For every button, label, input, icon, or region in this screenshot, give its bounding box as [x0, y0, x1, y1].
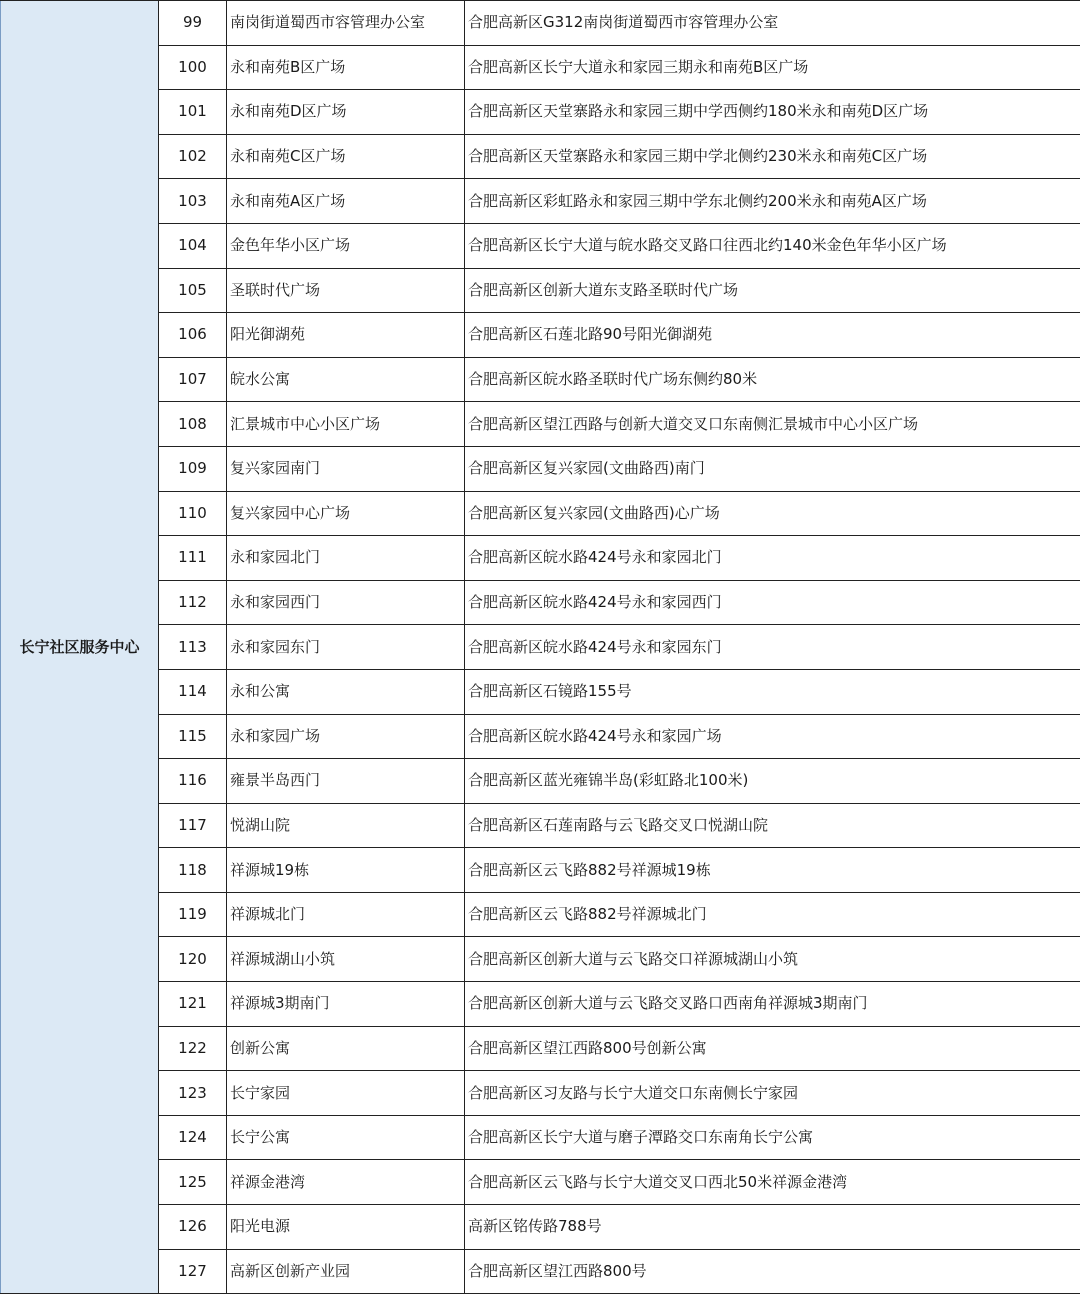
table-body — [1, 1, 1080, 1294]
table-row — [1, 580, 1080, 625]
row-number-cell: 104 — [159, 223, 227, 268]
row-number-cell: 110 — [159, 491, 227, 536]
location-name-cell: 圣联时代广场 — [227, 268, 465, 313]
row-number-cell: 114 — [159, 669, 227, 714]
location-name-cell: 悦湖山院 — [227, 803, 465, 848]
table-row — [1, 1249, 1080, 1294]
table-row — [1, 1160, 1080, 1205]
row-number-cell: 121 — [159, 982, 227, 1027]
table-row — [1, 1, 1080, 46]
row-number-cell: 106 — [159, 313, 227, 358]
location-name-cell: 皖水公寓 — [227, 357, 465, 402]
location-name-cell: 永和南苑B区广场 — [227, 45, 465, 90]
table-row — [1, 491, 1080, 536]
table-row — [1, 1115, 1080, 1160]
row-number-cell: 126 — [159, 1205, 227, 1250]
row-number-cell: 113 — [159, 625, 227, 670]
address-cell: 合肥高新区云飞路882号祥源城北门 — [465, 892, 1080, 937]
address-cell: 合肥高新区天堂寨路永和家园三期中学西侧约180米永和南苑D区广场 — [465, 90, 1080, 135]
row-number-cell: 107 — [159, 357, 227, 402]
row-number-cell: 99 — [159, 1, 227, 46]
address-cell: 合肥高新区皖水路424号永和家园东门 — [465, 625, 1080, 670]
location-name-cell: 祥源金港湾 — [227, 1160, 465, 1205]
row-number-cell: 125 — [159, 1160, 227, 1205]
location-name-cell: 永和南苑A区广场 — [227, 179, 465, 224]
row-number-cell: 119 — [159, 892, 227, 937]
location-name-cell: 祥源城3期南门 — [227, 982, 465, 1027]
address-cell: 合肥高新区望江西路800号 — [465, 1249, 1080, 1294]
address-cell: 合肥高新区皖水路424号永和家园西门 — [465, 580, 1080, 625]
location-name-cell: 阳光御湖苑 — [227, 313, 465, 358]
table-row — [1, 134, 1080, 179]
row-number-cell: 124 — [159, 1115, 227, 1160]
table-row — [1, 536, 1080, 581]
table-row — [1, 1071, 1080, 1116]
table-row — [1, 446, 1080, 491]
row-number-cell: 105 — [159, 268, 227, 313]
address-cell: 合肥高新区长宁大道永和家园三期永和南苑B区广场 — [465, 45, 1080, 90]
location-name-cell: 阳光电源 — [227, 1205, 465, 1250]
address-cell: 合肥高新区习友路与长宁大道交口东南侧长宁家园 — [465, 1071, 1080, 1116]
table-row — [1, 848, 1080, 893]
address-cell: 合肥高新区皖水路424号永和家园广场 — [465, 714, 1080, 759]
location-name-cell: 高新区创新产业园 — [227, 1249, 465, 1294]
address-cell: 合肥高新区复兴家园(文曲路西)心广场 — [465, 491, 1080, 536]
row-number-cell: 102 — [159, 134, 227, 179]
address-cell: 合肥高新区天堂寨路永和家园三期中学北侧约230米永和南苑C区广场 — [465, 134, 1080, 179]
location-name-cell: 祥源城19栋 — [227, 848, 465, 893]
address-cell: 合肥高新区云飞路与长宁大道交叉口西北50米祥源金港湾 — [465, 1160, 1080, 1205]
location-name-cell: 永和家园西门 — [227, 580, 465, 625]
address-cell: 合肥高新区石镜路155号 — [465, 669, 1080, 714]
row-number-cell: 103 — [159, 179, 227, 224]
row-number-cell: 127 — [159, 1249, 227, 1294]
address-cell: 合肥高新区彩虹路永和家园三期中学东北侧约200米永和南苑A区广场 — [465, 179, 1080, 224]
location-name-cell: 永和南苑D区广场 — [227, 90, 465, 135]
table-row — [1, 937, 1080, 982]
address-cell: 合肥高新区创新大道与云飞路交口祥源城湖山小筑 — [465, 937, 1080, 982]
location-name-cell: 南岗街道蜀西市容管理办公室 — [227, 1, 465, 46]
location-name-cell: 复兴家园南门 — [227, 446, 465, 491]
address-cell: 合肥高新区石莲北路90号阳光御湖苑 — [465, 313, 1080, 358]
location-name-cell: 祥源城北门 — [227, 892, 465, 937]
location-name-cell: 永和家园广场 — [227, 714, 465, 759]
table-row — [1, 982, 1080, 1027]
row-number-cell: 120 — [159, 937, 227, 982]
row-number-cell: 115 — [159, 714, 227, 759]
table-row — [1, 313, 1080, 358]
row-number-cell: 122 — [159, 1026, 227, 1071]
location-name-cell: 创新公寓 — [227, 1026, 465, 1071]
row-number-cell: 112 — [159, 580, 227, 625]
table-row — [1, 179, 1080, 224]
location-name-cell: 金色年华小区广场 — [227, 223, 465, 268]
address-cell: 合肥高新区望江西路800号创新公寓 — [465, 1026, 1080, 1071]
group-label-cell: 长宁社区服务中心 — [1, 1, 159, 1294]
address-cell: 合肥高新区G312南岗街道蜀西市容管理办公室 — [465, 1, 1080, 46]
row-number-cell: 100 — [159, 45, 227, 90]
location-name-cell: 汇景城市中心小区广场 — [227, 402, 465, 447]
table-row — [1, 90, 1080, 135]
table-row — [1, 223, 1080, 268]
address-cell: 合肥高新区望江西路与创新大道交叉口东南侧汇景城市中心小区广场 — [465, 402, 1080, 447]
location-name-cell: 永和南苑C区广场 — [227, 134, 465, 179]
row-number-cell: 101 — [159, 90, 227, 135]
location-name-cell: 长宁家园 — [227, 1071, 465, 1116]
table-row — [1, 625, 1080, 670]
table-row — [1, 1205, 1080, 1250]
row-number-cell: 117 — [159, 803, 227, 848]
location-name-cell: 永和家园东门 — [227, 625, 465, 670]
location-name-cell: 永和家园北门 — [227, 536, 465, 581]
address-cell: 合肥高新区长宁大道与磨子潭路交口东南角长宁公寓 — [465, 1115, 1080, 1160]
location-name-cell: 永和公寓 — [227, 669, 465, 714]
address-cell: 合肥高新区皖水路圣联时代广场东侧约80米 — [465, 357, 1080, 402]
address-cell: 高新区铭传路788号 — [465, 1205, 1080, 1250]
address-cell: 合肥高新区云飞路882号祥源城19栋 — [465, 848, 1080, 893]
location-name-cell: 长宁公寓 — [227, 1115, 465, 1160]
table-row — [1, 669, 1080, 714]
row-number-cell: 109 — [159, 446, 227, 491]
location-name-cell: 祥源城湖山小筑 — [227, 937, 465, 982]
address-cell: 合肥高新区皖水路424号永和家园北门 — [465, 536, 1080, 581]
table-row — [1, 759, 1080, 804]
table-row — [1, 803, 1080, 848]
table-row — [1, 45, 1080, 90]
table-row — [1, 357, 1080, 402]
row-number-cell: 108 — [159, 402, 227, 447]
address-cell: 合肥高新区创新大道与云飞路交叉路口西南角祥源城3期南门 — [465, 982, 1080, 1027]
address-cell: 合肥高新区蓝光雍锦半岛(彩虹路北100米) — [465, 759, 1080, 804]
table-row — [1, 1026, 1080, 1071]
address-cell: 合肥高新区石莲南路与云飞路交叉口悦湖山院 — [465, 803, 1080, 848]
row-number-cell: 116 — [159, 759, 227, 804]
table-row — [1, 402, 1080, 447]
address-cell: 合肥高新区长宁大道与皖水路交叉路口往西北约140米金色年华小区广场 — [465, 223, 1080, 268]
table-row — [1, 268, 1080, 313]
row-number-cell: 118 — [159, 848, 227, 893]
address-cell: 合肥高新区创新大道东支路圣联时代广场 — [465, 268, 1080, 313]
location-name-cell: 雍景半岛西门 — [227, 759, 465, 804]
table-row — [1, 892, 1080, 937]
location-name-cell: 复兴家园中心广场 — [227, 491, 465, 536]
address-cell: 合肥高新区复兴家园(文曲路西)南门 — [465, 446, 1080, 491]
row-number-cell: 111 — [159, 536, 227, 581]
row-number-cell: 123 — [159, 1071, 227, 1116]
table-row — [1, 714, 1080, 759]
